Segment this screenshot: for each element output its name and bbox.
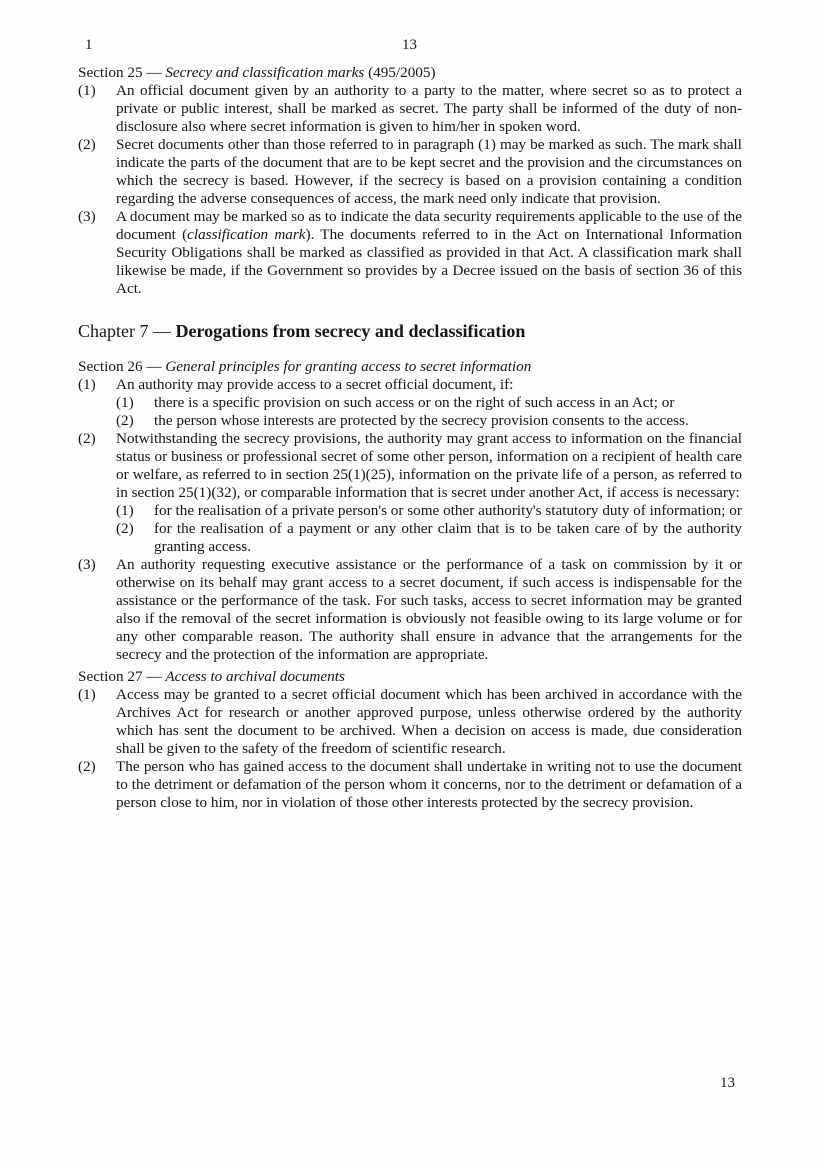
section-26-item: [78, 430, 742, 556]
item-number: (1): [78, 686, 96, 703]
section-26-item: [78, 556, 742, 664]
sub-item-text: for the realisation of a payment or any other claim that is to be taken care of by the authority granting access.: [154, 520, 742, 555]
item-text: The person who has gained access to the document shall undertake in writing not to use the document to the detriment or defamation of the person whom it concerns, nor to the detriment or defamation of a person close to him, nor in violation of those other interests protected by the secrecy provision.: [116, 758, 742, 811]
item-text: Access may be granted to a secret official document which has been archived in accordance with the Archives Act for research or another approved purpose, unless otherwise ordered by the authority which has sent the document to be archived. When a decision on access is made, due consideration shall be given to the safety of the freedom of scientific research.: [116, 686, 742, 757]
sub-item-number: (2): [116, 520, 134, 537]
item-body: [116, 430, 742, 556]
sub-item-text: for the realisation of a private person's or some other authority's statutory duty of information; or: [154, 502, 742, 519]
section-25-item: [78, 82, 742, 136]
chapter-label: Chapter 7 —: [78, 321, 171, 341]
section-25: [78, 64, 742, 298]
item-text: A document may be marked so as to indicate the data security requirements applicable to the use of the document (classification mark). The documents referred to in the Act on International Information Security Obligations shall be marked as classified as provided in that Act. A classification mark shall likewise be made, if the Government so provides by a Decree issued on the basis of section 36 of this Act.: [116, 208, 742, 297]
section-27-item: [78, 758, 742, 812]
section-26-title: General principles for granting access to secret information: [165, 358, 532, 375]
item-number: (2): [78, 136, 96, 153]
section-27-title: Access to archival documents: [165, 668, 345, 685]
item-text: An official document given by an authority to a party to the matter, where secret so as to protect a private or public interest, shall be marked as secret. The party shall be informed of the duty of non-disclosure also where secret information is given to him/her in spoken word.: [116, 82, 742, 135]
chapter-7-heading: [78, 322, 742, 340]
section-27: [78, 668, 742, 812]
item-text: Notwithstanding the secrecy provisions, the authority may grant access to information on the financial status or business or professional secret of some other person, information on a recipient of health care or welfare, as referred to in section 25(1)(25), information on the private life of a person, as referred to in section 25(1)(32), or comparable information that is secret under another Act, if access is necessary:: [116, 430, 742, 501]
sub-item: [116, 502, 742, 520]
section-27-label: Section 27 —: [78, 668, 162, 685]
section-26-item: [78, 376, 742, 430]
item-number: (2): [78, 430, 96, 447]
section-27-item: [78, 686, 742, 758]
header-page-number: 13: [402, 37, 417, 53]
sub-item: [116, 520, 742, 556]
section-25-ref: (495/2005): [368, 64, 436, 81]
item-text: An authority requesting executive assistance or the performance of a task on commission by it or otherwise on its behalf may grant access to a secret document, if such access is indispensable for the assistance or the performance of the task. For such tasks, access to secret information may be granted also if the removal of the secret information is obviously not feasible owing to its large volume or for any other comparable reason. The authority shall ensure in advance that the arrangements for the secrecy and the protection of the information are appropriate.: [116, 556, 742, 663]
section-25-item: [78, 136, 742, 208]
section-26: [78, 358, 742, 664]
section-26-label: Section 26 —: [78, 358, 162, 375]
section-25-heading: [78, 64, 742, 82]
item-text: Secret documents other than those referred to in paragraph (1) may be marked as such. The mark shall indicate the parts of the document that are to be kept secret and the provision and the circumstances on which the secrecy is based. However, if the secrecy is based on a provision containing a condition regarding the adverse consequences of access, the mark need only indicate that provision.: [116, 136, 742, 207]
sub-item: [116, 394, 742, 412]
item-text: An authority may provide access to a secret official document, if:: [116, 376, 514, 393]
chapter-title: Derogations from secrecy and declassification: [175, 321, 526, 341]
sub-item-number: (2): [116, 412, 134, 429]
section-27-heading: [78, 668, 742, 686]
item-number: (1): [78, 82, 96, 99]
footer-page-number: 13: [720, 1075, 735, 1091]
item-number: (1): [78, 376, 96, 393]
sub-item-number: (1): [116, 394, 134, 411]
item-number: (2): [78, 758, 96, 775]
section-26-heading: [78, 358, 742, 376]
header-left-number: 1: [85, 37, 93, 53]
sub-item-text: there is a specific provision on such access or on the right of such access in an Act; or: [154, 394, 675, 411]
sub-item-number: (1): [116, 502, 134, 519]
section-25-title: Secrecy and classification marks: [165, 64, 365, 81]
section-25-label: Section 25 —: [78, 64, 162, 81]
section-25-item: [78, 208, 742, 298]
item-number: (3): [78, 556, 96, 573]
document-body: [78, 64, 742, 812]
item-number: (3): [78, 208, 96, 225]
sub-item: [116, 412, 742, 430]
item-body: [116, 376, 742, 430]
sub-item-text: the person whose interests are protected by the secrecy provision consents to the access.: [154, 412, 689, 429]
